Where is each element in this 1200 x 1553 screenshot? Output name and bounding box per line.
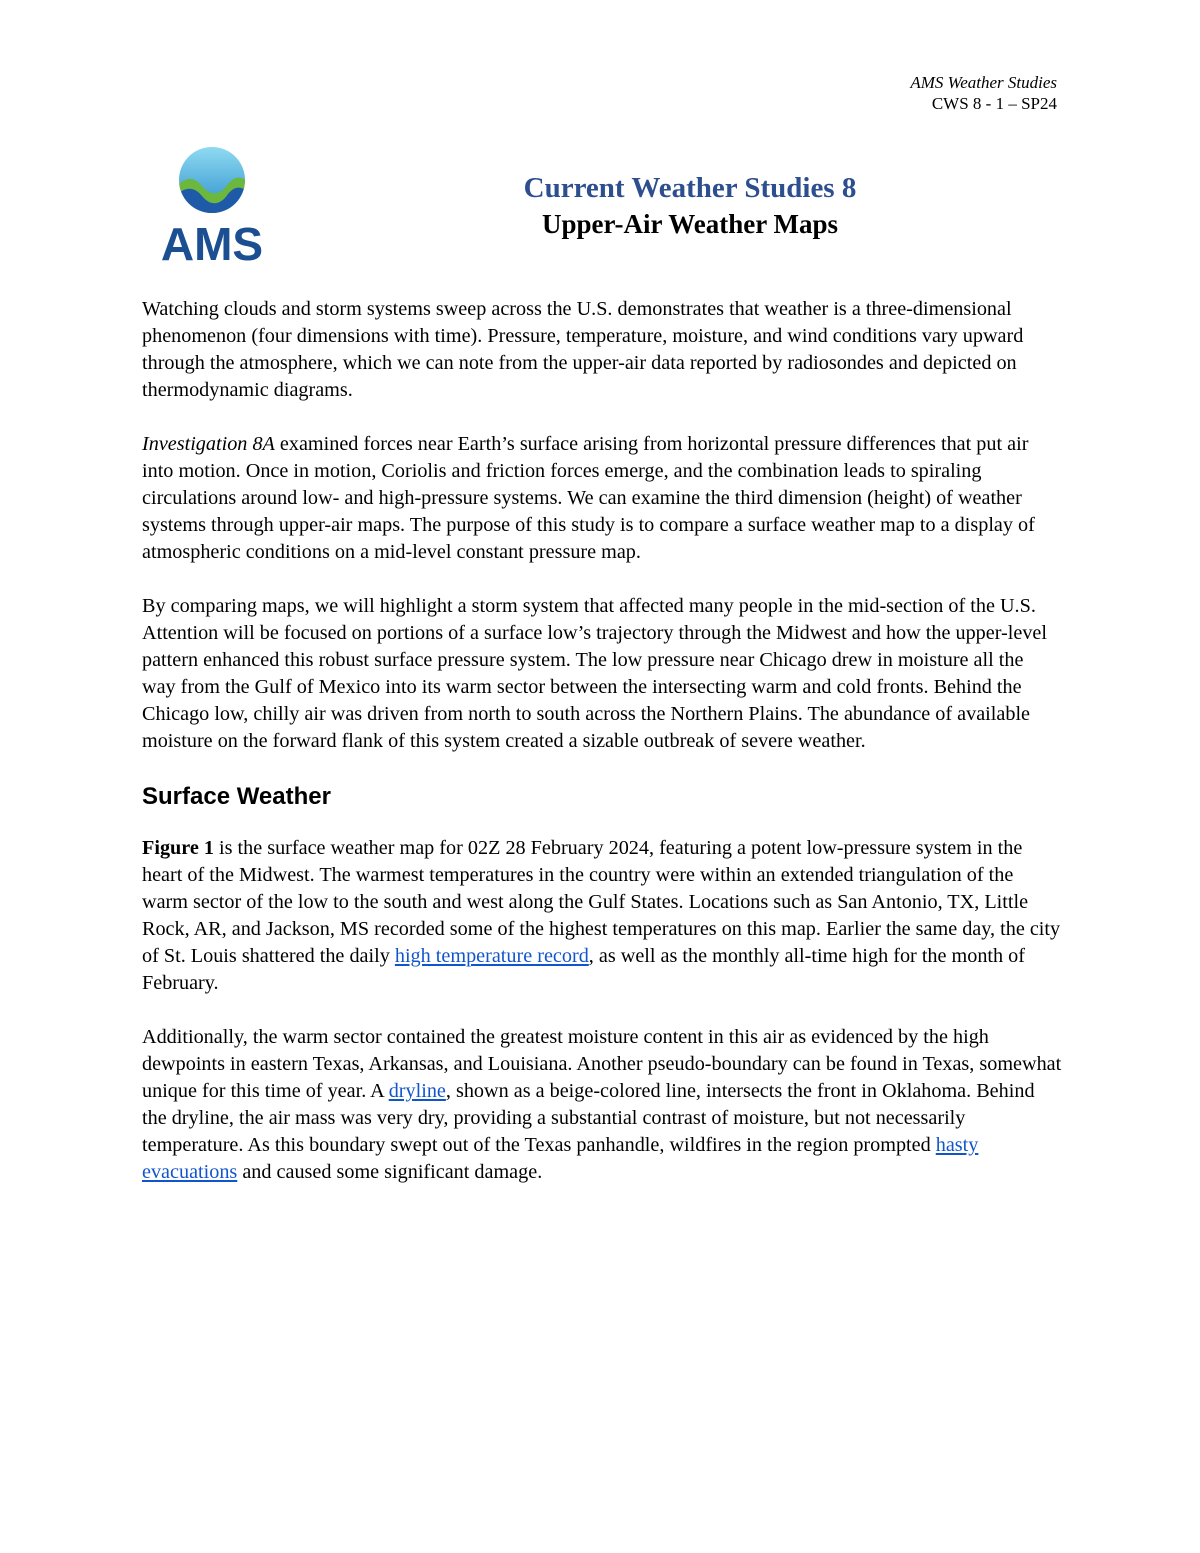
logo-text: AMS <box>160 218 264 266</box>
comparison-paragraph <box>142 593 1062 755</box>
body-text <box>142 296 1062 1213</box>
title-block <box>340 170 1040 242</box>
warm-sector-text-b: , shown as a beige-colored line, intersects the front in Oklahoma. Behind the dryline, the air mass was very dry, providing a substantial contrast of moisture, but not necessarily temperature. As this boundary swept out of the Texas panhandle, wildfires in the region prompted <box>142 1080 1035 1156</box>
intro-text: Watching clouds and storm systems sweep across the U.S. demonstrates that weather is a three-dimensional phenomenon (four dimensions with time). Pressure, temperature, moisture, and wind conditions vary upward through the atmosphere, which we can note from the upper-air data reported by radiosondes and depicted on thermodynamic diagrams. <box>142 298 1024 401</box>
warm-sector-text-a: Additionally, the warm sector contained the greatest moisture content in this air as evidenced by the high dewpoints in eastern Texas, Arkansas, and Louisiana. Another pseudo-boundary can be found in Texas, somewhat unique for this time of year. A <box>142 1026 1062 1102</box>
study-title: Current Weather Studies 8 <box>523 172 857 204</box>
figure-text-end: , as well as the monthly all-time high for the month of February. <box>142 945 1025 994</box>
investigation-text: examined forces near Earth’s surface arising from horizontal pressure differences that put air into motion. Once in motion, Coriolis and friction forces emerge, and the combination leads to spiraling circulations around low- and high-pressure systems. We can examine the third dimension (height) of weather systems through upper-air maps. The purpose of this study is to compare a surface weather map to a display of atmospheric conditions on a mid-level constant pressure map. <box>142 433 1035 563</box>
section-heading-surface-weather: Surface Weather <box>142 783 331 810</box>
header-code: CWS 8 - 1 – SP24 <box>931 94 1057 113</box>
warm-sector-text-c: and caused some significant damage. <box>237 1161 543 1183</box>
dryline-link[interactable]: dryline <box>388 1080 446 1102</box>
investigation-reference: Investigation 8A <box>142 433 275 455</box>
intro-paragraph <box>142 296 1062 404</box>
figure-text: is the surface weather map for 02Z 28 February 2024, featuring a potent low-pressure system in the heart of the Midwest. The warmest temperatures in the country were within an extended triangulation of the warm sector of the low to the south and west along the Gulf States. Locations such as San Antonio, TX, Little Rock, AR, and Jackson, MS recorded some of the highest temperatures on this map. Earlier the same day, the city of St. Louis shattered the daily <box>142 837 1061 967</box>
investigation-paragraph <box>142 431 1062 566</box>
study-subtitle: Upper-Air Weather Maps <box>542 209 838 239</box>
header-series: AMS Weather Studies <box>910 73 1057 92</box>
figure-paragraph <box>142 835 1062 997</box>
ams-logo-graphic <box>144 146 280 266</box>
comparison-text: By comparing maps, we will highlight a storm system that affected many people in the mid-section of the U.S. Attention will be focused on portions of a surface low’s trajectory through the Midwest and how the upper-level pattern enhanced this robust surface pressure system. The low pressure near Chicago drew in moisture all the way from the Gulf of Mexico into its warm sector between the intersecting warm and cold fronts. Behind the Chicago low, chilly air was driven from north to south across the Northern Plains. The abundance of available moisture on the forward flank of this system created a sizable outbreak of severe weather. <box>142 595 1047 752</box>
hasty-evacuations-link[interactable]: hasty evacuations <box>142 1134 979 1183</box>
high-temperature-record-link[interactable]: high temperature record <box>394 945 589 967</box>
running-header <box>910 72 1057 114</box>
warm-sector-paragraph <box>142 1024 1062 1186</box>
figure-reference: Figure 1 <box>142 837 214 859</box>
ams-logo <box>144 146 280 266</box>
